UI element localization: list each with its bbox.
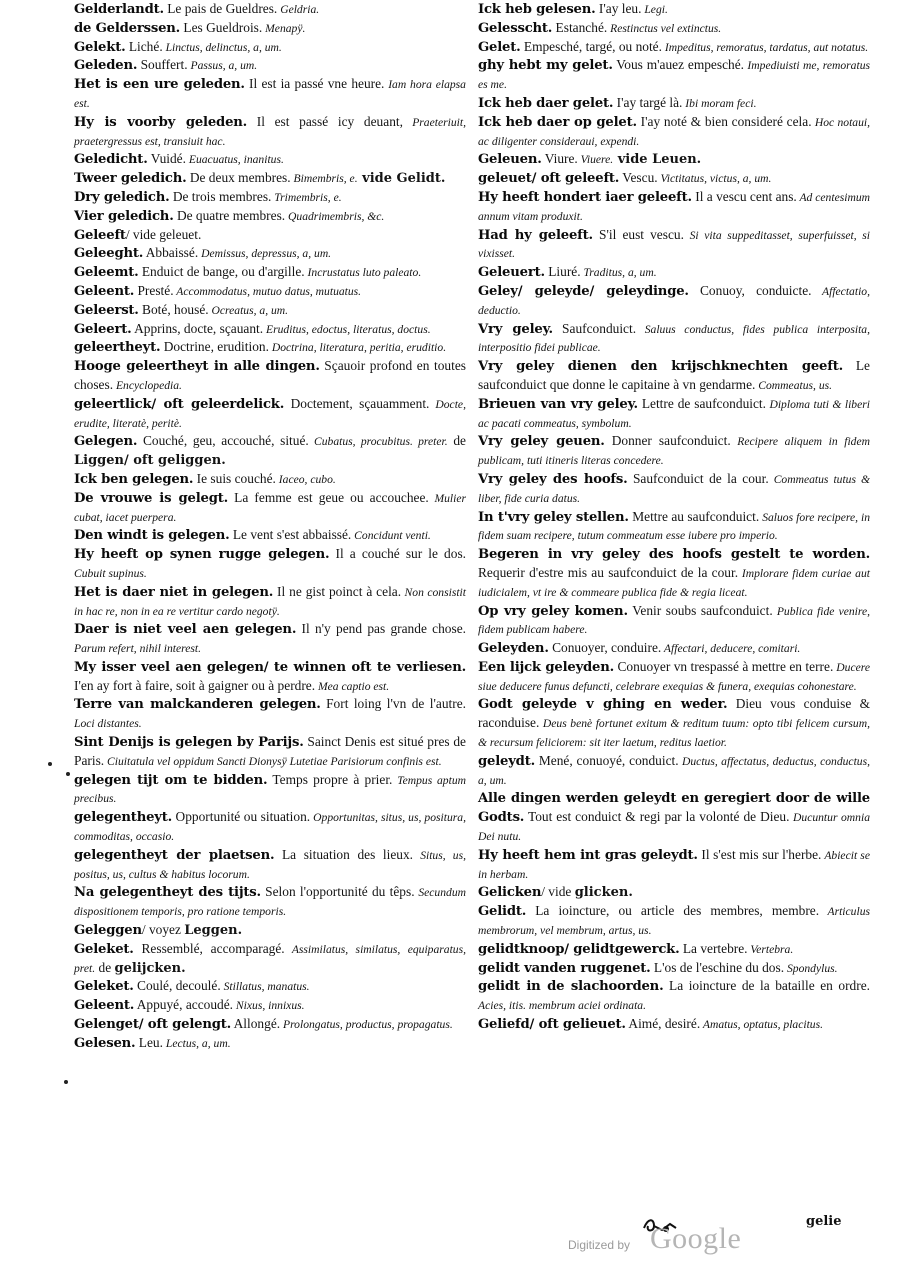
dictionary-entry (74, 526, 466, 545)
french-gloss: Liuré. (544, 264, 581, 280)
cross-reference: gelijcken. (114, 960, 186, 976)
latin-gloss: Implorare fidem curiae aut iudicialem, vt ire & commeare publica fide & regia liceat. (478, 566, 870, 599)
dictionary-entry (478, 38, 870, 57)
latin-gloss: Viuere. (577, 153, 614, 167)
headword: Geleemt. (74, 265, 139, 281)
french-gloss: Il s'est mis sur l'herbe. (697, 846, 822, 862)
french-gloss: Ie suis couché. (193, 470, 276, 486)
latin-gloss: Traditus, a, um. (580, 266, 657, 280)
headword: Geliefd/ oft gelieuet. (478, 1017, 626, 1033)
headword: Geleden. (74, 58, 138, 74)
dictionary-entry (478, 752, 870, 790)
dictionary-entry (74, 244, 466, 263)
dictionary-entry (74, 432, 466, 470)
dictionary-entry (74, 188, 466, 207)
dictionary-entry (478, 320, 870, 358)
french-gloss: Ressemblé, accomparagé. (133, 940, 285, 956)
dictionary-entry (74, 921, 466, 940)
digitized-by-label: Digitized by (568, 1238, 631, 1252)
french-gloss: La femme est geue ou accouchee. (228, 489, 429, 505)
latin-gloss: Passus, a, um. (187, 59, 258, 73)
dictionary-entry (74, 113, 466, 151)
french-gloss: Appuyé, accoudé. (134, 997, 234, 1013)
dictionary-entry (74, 940, 466, 978)
headword: Vier geledich. (74, 208, 174, 224)
french-gloss: Le pais de Gueldres. (163, 1, 278, 16)
french-gloss: Doctrine, erudition. (160, 339, 269, 355)
latin-gloss: Deus benè fortunet exitum & reditum tuum: opto tibi felicem cursum, & recursum feliciorem: sit iter laetum, reditus laetior. (478, 717, 870, 750)
cross-reference: glicken. (574, 885, 633, 901)
dictionary-entry (478, 846, 870, 884)
french-gloss: Viure. (541, 151, 578, 167)
french-gloss: De deux membres. (186, 170, 291, 186)
french-gloss: Doctement, sçauamment. (284, 395, 430, 411)
latin-gloss: Prolongatus, productus, propagatus. (280, 1018, 453, 1032)
french-gloss: Aimé, desiré. (625, 1016, 701, 1032)
dictionary-entry (74, 38, 466, 57)
french-gloss: Couché, geu, accouché, situé. (137, 433, 309, 449)
latin-gloss: Mea captio est. (315, 679, 390, 693)
headword: Hy heeft hondert iaer geleeft. (478, 189, 692, 205)
dictionary-entry (478, 56, 870, 94)
latin-gloss: Concidunt venti. (351, 529, 431, 543)
headword: geleertheyt. (74, 340, 161, 356)
french-gloss: Saufconduict de la cour. (627, 470, 769, 486)
latin-gloss: Bimembris, e. (290, 172, 358, 186)
headword: Ick heb daer op gelet. (478, 114, 637, 130)
dictionary-entry (74, 0, 466, 19)
headword: Het is daer niet in gelegen. (74, 584, 274, 600)
dictionary-entry (74, 357, 466, 395)
headword: Vry geley. (478, 321, 553, 337)
dictionary-entry (74, 695, 466, 733)
dictionary-entry (74, 263, 466, 282)
latin-gloss: Doctrina, literatura, peritia, eruditio. (268, 341, 447, 355)
cross-reference: Leggen. (184, 923, 243, 939)
latin-gloss: Eruditus, edoctus, literatus, doctus. (263, 322, 431, 336)
latin-gloss: Opportunitas, situs, us, positura, commoditas, occasio. (74, 811, 466, 844)
french-gloss: La vertebre. (679, 940, 748, 956)
latin-gloss: Demissus, depressus, a, um. (198, 247, 332, 261)
latin-gloss: Recipere aliquem in fidem publicam, tuti itineris literas concedere. (478, 435, 870, 468)
headword: gelidt in de slachoorden. (478, 979, 664, 995)
latin-gloss: Ducuntur omnia Dei nutu. (478, 811, 870, 844)
latin-gloss: Iaceo, cubo. (275, 472, 336, 486)
dictionary-entry (478, 357, 870, 395)
latin-gloss: Stillatus, manatus. (220, 980, 310, 994)
dictionary-entry (74, 169, 466, 188)
latin-gloss: Accommodatus, mutuo datus, mutuatus. (173, 284, 362, 298)
dictionary-entry (478, 545, 870, 601)
headword: Hy heeft hem int gras geleydt. (478, 847, 698, 863)
latin-gloss: Abiecit se in herbam. (478, 848, 870, 881)
dictionary-entry (74, 846, 466, 884)
headword: Alle dingen werden geleydt en geregiert door de wille Godts. (478, 791, 870, 826)
latin-gloss: Ocreatus, a, um. (208, 303, 289, 317)
headword: Geleeft (74, 227, 126, 243)
french-gloss: Souffert. (137, 57, 188, 73)
french-gloss: Il a vescu cent ans. (691, 188, 797, 204)
headword: Geleeght. (74, 246, 144, 262)
latin-gloss: Articulus membrorum, vel membrum, artus, us. (478, 905, 870, 938)
latin-gloss: Ducere siue deducere funus defuncti, celebrare exequias & funera, exequias cohonestare. (478, 660, 870, 693)
headword: Gelesscht. (478, 20, 553, 36)
headword: gelidt vanden ruggenet. (478, 960, 651, 976)
french-gloss: Tout est conduict & regi par la volonté de Dieu. (524, 809, 790, 825)
french-gloss: La ioincture de la bataille en ordre. (663, 978, 870, 994)
headword: ghy hebt my gelet. (478, 58, 613, 74)
french-gloss: Il ne gist poinct à cela. (273, 583, 402, 599)
french-gloss: Coulé, decoulé. (133, 978, 221, 994)
headword: Hy is voorby geleden. (74, 114, 248, 130)
french-gloss: Les Gueldrois. (180, 19, 263, 35)
french-gloss: Il n'y pend pas grande chose. (296, 621, 467, 637)
headword: gelegen tijt om te bidden. (74, 772, 268, 788)
french-gloss: La situation des lieux. (274, 846, 414, 862)
dictionary-entry (74, 583, 466, 621)
headword: geleydt. (478, 753, 535, 769)
dictionary-entry (74, 301, 466, 320)
latin-gloss: Vertebra. (747, 942, 794, 956)
cross-reference: vide Leuen. (613, 152, 702, 168)
right-column (478, 0, 870, 1034)
latin-gloss: Amatus, optatus, placitus. (700, 1018, 824, 1032)
headword: Geleuen. (478, 152, 542, 168)
french-gloss: Opportunité ou situation. (172, 809, 311, 825)
french-gloss: Vescu. (619, 170, 658, 186)
dictionary-entry (478, 508, 870, 546)
french-gloss: Conuoyer, conduire. (548, 640, 662, 656)
french-gloss: Il a couché sur le dos. (329, 546, 467, 562)
french-gloss: S'il eust vescu. (592, 226, 684, 242)
headword: Gelegen. (74, 434, 138, 450)
latin-gloss: Mulier cubat, iacet puerpera. (74, 491, 467, 524)
french-gloss: I'ay leu. (595, 1, 642, 16)
latin-gloss: Secundum dispositionem temporis, pro ratione temporis. (74, 886, 466, 919)
dictionary-entry (74, 620, 466, 658)
french-gloss: L'os de l'eschine du dos. (650, 959, 785, 975)
headword: Vry geley geuen. (478, 434, 605, 450)
latin-gloss: Loci distantes. (74, 717, 142, 731)
french-gloss: Requerir d'estre mis au saufconduict de la cour. (478, 564, 739, 580)
dictionary-entry (478, 94, 870, 113)
headword: In t'vry geley stellen. (478, 509, 629, 525)
dictionary-entry (74, 1015, 466, 1034)
french-gloss: Mené, conuoyé, conduict. (534, 752, 679, 768)
latin-gloss: Victitatus, victus, a, um. (657, 172, 772, 186)
latin-gloss: Ad centesimum annum vitam produxit. (478, 190, 870, 223)
dictionary-entry (478, 940, 870, 959)
latin-gloss: Impediuisti me, remoratus es me. (478, 59, 871, 92)
headword: geleuet/ oft geleeft. (478, 171, 620, 187)
dictionary-entry (74, 207, 466, 226)
french-gloss: / vide (541, 884, 575, 900)
headword: Geleuert. (478, 265, 545, 281)
french-gloss: Lettre de saufconduict. (637, 395, 766, 411)
headword: Gelenget/ oft gelengt. (74, 1017, 232, 1033)
headword: Gelekt. (74, 39, 126, 55)
dictionary-entry (478, 977, 870, 1015)
french-gloss: Temps propre à prier. (267, 771, 393, 787)
headword: Vry geley dienen den krijschknechten geeft. (478, 359, 843, 375)
dictionary-entry (74, 226, 466, 245)
dictionary-entry (74, 150, 466, 169)
dictionary-entry (478, 883, 870, 902)
headword: Vry geley des hoofs. (478, 471, 628, 487)
latin-gloss: Non consistit in hac re, non in ea re vertitur cardo negotÿ. (74, 585, 466, 618)
latin-gloss: Restinctus vel extinctus. (607, 21, 722, 35)
headword: Geleert. (74, 321, 132, 337)
french-gloss: Abbaissé. (143, 245, 199, 261)
french-gloss: Le vent s'est abbaissé. (229, 527, 352, 543)
dictionary-entry (478, 113, 870, 151)
dictionary-entry (478, 902, 870, 940)
dictionary-entry (478, 19, 870, 38)
dictionary-entry (74, 771, 466, 809)
french-gloss: Estanché. (552, 19, 608, 35)
latin-gloss: Encyclopedia. (113, 378, 182, 392)
headword: Godt geleyde v ghing en weder. (478, 697, 728, 713)
latin-gloss: Incrustatus luto paleato. (304, 266, 422, 280)
latin-gloss: Situs, us, positus, us, cultus & habitus locorum. (74, 848, 467, 881)
margin-dot (48, 762, 52, 766)
french-gloss: Sainct Denis est situé pres de Paris. (74, 734, 466, 768)
french-gloss: Apprins, docte, sçauant. (131, 320, 264, 336)
headword: Ick ben gelegen. (74, 471, 194, 487)
latin-gloss: Parum refert, nihil interest. (74, 642, 201, 656)
headword: Terre van malckanderen gelegen. (74, 697, 321, 713)
latin-gloss: Euacuatus, inanitus. (185, 153, 284, 167)
french-gloss: Saufconduict. (552, 320, 637, 336)
dictionary-entry (478, 395, 870, 433)
dictionary-entry (478, 789, 870, 845)
latin-gloss: Assimilatus, similatus, equiparatus, pret. (74, 942, 466, 975)
french-gloss: Sçauoir profond en toutes choses. (74, 358, 466, 392)
cross-reference: Liggen/ oft geliggen. (74, 453, 226, 469)
headword: de Gelderssen. (74, 20, 181, 36)
headword: Het is een ure geleden. (74, 77, 245, 93)
latin-gloss: Spondylus. (784, 961, 838, 975)
dictionary-entry (74, 1034, 466, 1053)
headword: Geleket. (74, 941, 134, 957)
headword: gelidtknoop/ gelidtgewerck. (478, 941, 680, 957)
dictionary-entry (74, 733, 466, 771)
headword: Brieuen van vry geley. (478, 396, 638, 412)
french-gloss: Liché. (125, 38, 163, 54)
headword: Na gelegentheyt des tijts. (74, 885, 261, 901)
headword: My isser veel aen gelegen/ te winnen oft te verliesen. (74, 659, 466, 675)
french-gloss: De trois membres. (169, 188, 272, 204)
latin-gloss: Diploma tuti & liberi ac pacati commeatus, symbolum. (478, 397, 870, 430)
french-gloss: Vous m'auez empesché. (612, 57, 745, 73)
dictionary-entry (478, 0, 870, 19)
margin-dot (66, 772, 70, 776)
latin-gloss: Cubatus, procubitus. preter. (308, 435, 448, 449)
french-gloss: Enduict de bange, ou d'argille. (138, 264, 305, 280)
french-gloss: Dieu vous conduise & raconduise. (478, 696, 871, 731)
french-gloss: I'en ay fort à faire, soit à gaigner ou à perdre. (74, 677, 316, 693)
latin-gloss: Acies, itis. membrum aciei ordinata. (478, 999, 646, 1013)
latin-gloss: Legi. (641, 3, 668, 16)
latin-gloss: Ciuitatula vel oppidum Sancti Dionysÿ Lutetiae Parisiorum confinis est. (104, 754, 442, 768)
dictionary-entry (478, 959, 870, 978)
dictionary-entry (74, 808, 466, 846)
french-gloss: Presté. (134, 282, 174, 298)
latin-gloss: Si vita suppeditasset, superfuisset, si vixisset. (478, 228, 871, 261)
latin-gloss: Trimembris, e. (271, 190, 342, 204)
french-gloss: Leu. (135, 1034, 163, 1050)
headword: Dry geledich. (74, 189, 170, 205)
headword: Den windt is gelegen. (74, 528, 230, 544)
latin-gloss: Commeatus, us. (755, 378, 833, 392)
french-gloss: / voyez (141, 922, 185, 938)
dictionary-entry (478, 695, 870, 751)
latin-gloss: Quadrimembris, &c. (285, 209, 385, 223)
french-gloss: De quatre membres. (173, 207, 286, 223)
headword: Ick heb daer gelet. (478, 95, 614, 111)
dictionary-entry (74, 658, 466, 696)
dictionary-entry (478, 263, 870, 282)
dictionary-entry (478, 1015, 870, 1034)
dictionary-entry (478, 658, 870, 696)
headword: Ick heb gelesen. (478, 2, 596, 17)
headword: Op vry geley komen. (478, 603, 628, 619)
latin-gloss: Ductus, affectatus, deductus, conductus, a, um. (478, 754, 870, 787)
french-gloss: Allongé. (231, 1016, 281, 1032)
french-gloss: Conuoy, conduicte. (688, 282, 812, 298)
latin-gloss: Linctus, delinctus, a, um. (162, 40, 282, 54)
french-gloss: I'ay targé là. (613, 94, 683, 110)
dictionary-entry (478, 470, 870, 508)
dictionary-entry (478, 639, 870, 658)
headword: Hooge geleertheyt in alle dingen. (74, 359, 320, 375)
french-gloss: Selon l'opportunité du têps. (260, 884, 415, 900)
headword: Geleyden. (478, 641, 549, 657)
headword: geleertlick/ oft geleerdelick. (74, 396, 285, 412)
french-gloss: Boté, housé. (138, 301, 209, 317)
latin-gloss: Iam hora elapsa est. (74, 78, 466, 110)
french-gloss: Fort loing l'vn de l'autre. (320, 696, 466, 712)
dictionary-entry (74, 75, 466, 113)
margin-dot (64, 1080, 68, 1084)
headword: Gelidt. (478, 904, 527, 920)
dictionary-entry (478, 169, 870, 188)
dictionary-entry (74, 470, 466, 489)
headword: Gelet. (478, 39, 521, 55)
dictionary-entry (478, 188, 870, 226)
dictionary-entry (74, 395, 466, 433)
dictionary-entry (74, 19, 466, 38)
catchword: gelie (806, 1214, 842, 1229)
dictionary-entry (478, 602, 870, 640)
headword: Een lijck geleyden. (478, 659, 615, 675)
headword: Gelicken (478, 885, 542, 901)
french-gloss: de (95, 959, 115, 975)
dictionary-entry (478, 226, 870, 264)
dictionary-entry (74, 489, 466, 527)
latin-gloss: Geldria. (277, 3, 320, 16)
google-logo: Google (650, 1222, 742, 1255)
latin-gloss: Commeatus tutus & liber, fide curia datus. (478, 472, 871, 505)
french-gloss: Le saufconduict que donne le capitaine à vn gendarme. (478, 358, 870, 392)
dictionary-entry (74, 282, 466, 301)
headword: gelegentheyt der plaetsen. (74, 847, 275, 863)
dictionary-entry (478, 150, 870, 169)
latin-gloss: Saluos fore recipere, in fidem suam recipere, tutum commeatum esse iubere pro imperio. (478, 510, 870, 543)
headword: Geleket. (74, 979, 134, 995)
latin-gloss: Menapÿ. (262, 21, 306, 35)
french-gloss: Empesché, targé, ou noté. (520, 38, 662, 54)
dictionary-entry (74, 338, 466, 357)
dictionary-entry (74, 545, 466, 583)
latin-gloss: Lectus, a, um. (162, 1036, 231, 1050)
headword: Geledicht. (74, 152, 148, 168)
headword: De vrouwe is gelegt. (74, 490, 229, 506)
french-gloss: Il est passé icy deuant, (247, 113, 403, 129)
dictionary-entry (478, 282, 870, 320)
headword: Geley/ geleyde/ geleydinge. (478, 283, 689, 299)
french-gloss: Conuoyer vn trespassé à mettre en terre. (614, 658, 834, 674)
dictionary-entry (74, 977, 466, 996)
french-gloss: I'ay noté & bien consideré cela. (636, 113, 812, 129)
headword: Sint Denijs is gelegen by Parijs. (74, 735, 304, 751)
headword: Geleent. (74, 998, 135, 1014)
french-gloss: Vuidé. (147, 151, 186, 167)
dictionary-entry (478, 432, 870, 470)
latin-gloss: Nixus, innixus. (233, 999, 305, 1013)
headword: Geleerst. (74, 302, 139, 318)
headword: Gelderlandt. (74, 2, 164, 17)
latin-gloss: Impeditus, remoratus, tardatus, aut notatus. (661, 40, 869, 54)
french-gloss: Il est ia passé vne heure. (244, 76, 385, 92)
french-gloss: La ioincture, ou article des membres, membre. (526, 903, 820, 919)
french-gloss: Donner saufconduict. (604, 433, 731, 449)
french-gloss: de (447, 433, 466, 449)
french-gloss: / vide geleuet. (125, 226, 202, 242)
dictionary-entry (74, 883, 466, 921)
headword: Begeren in vry geley des hoofs gestelt te worden. (478, 547, 870, 563)
latin-gloss: Ibi moram feci. (682, 96, 757, 110)
latin-gloss: Hoc notaui, ac diligenter consideraui, expendi. (478, 115, 871, 148)
latin-gloss: Saluus conductus, fides publica interposita, interpositio fidei publicae. (478, 322, 870, 355)
headword: Had hy geleeft. (478, 227, 593, 243)
left-column (74, 0, 466, 1053)
dictionary-entry (74, 320, 466, 339)
headword: Hy heeft op synen rugge gelegen. (74, 547, 330, 563)
cross-reference: vide Gelidt. (357, 171, 446, 187)
latin-gloss: Praeteriuit, praetergressus est, transiuit hac. (74, 115, 466, 148)
latin-gloss: Cubuit supinus. (74, 566, 147, 580)
latin-gloss: Docte, erudite, literatè, peritè. (74, 397, 466, 430)
dictionary-entry (74, 996, 466, 1015)
headword: Tweer geledich. (74, 171, 187, 187)
headword: Daer is niet veel aen gelegen. (74, 622, 297, 638)
latin-gloss: Tempus aptum precibus. (74, 773, 466, 806)
french-gloss: Venir soubs saufconduict. (627, 602, 773, 618)
dictionary-entry (74, 56, 466, 75)
latin-gloss: Affectatio, deductio. (478, 284, 870, 317)
french-gloss: Mettre au saufconduict. (628, 508, 760, 524)
headword: Gelesen. (74, 1035, 136, 1051)
headword: Geleent. (74, 283, 135, 299)
headword: Geleggen (74, 923, 142, 939)
latin-gloss: Affectari, deducere, comitari. (661, 642, 801, 656)
headword: gelegentheyt. (74, 810, 173, 826)
latin-gloss: Publica fide venire, fidem publicam habere. (478, 604, 870, 637)
